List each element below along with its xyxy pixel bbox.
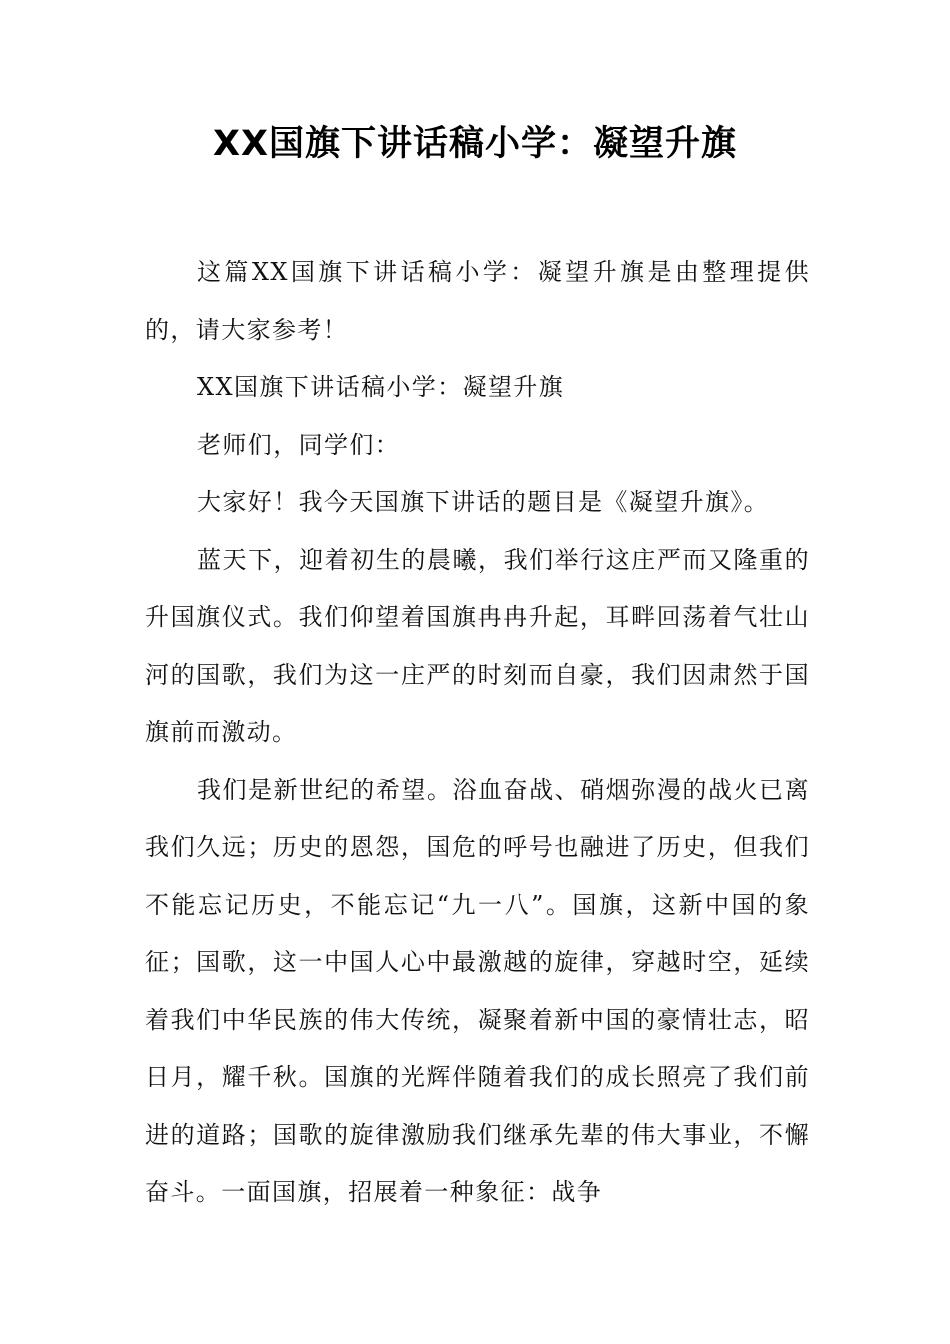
salutation-paragraph: 老师们，同学们： [197,430,401,459]
body-paragraph: 我们是新世纪的希望。浴血奋战、硝烟弥漫的战火已离我们久远；历史的恩怨，国危的呼号也融进了历史，但我们不能忘记历史，不能忘记“九一八”。国旗，这新中国的象征；国歌，这一中国人心中最激越的旋律，穿越时空，延续着我们中华民族的伟大传统，凝聚着新中国的豪情壮志，昭日月，耀千秋。国旗的光辉伴随着我们的成长照亮了我们前进的道路；国歌的旋律激励我们继承先辈的伟大事业，不懈奋斗。一面国旗，招展着一种象征：战争 [145,775,810,1206]
document-body [145,244,810,1222]
body-paragraph: 蓝天下，迎着初生的晨曦，我们举行这庄严而又隆重的升国旗仪式。我们仰望着国旗冉冉升起，耳畔回荡着气壮山河的国歌，我们为这一庄严的时刻而自豪，我们因肃然于国旗前而激动。 [145,545,810,746]
document-title: XX国旗下讲话稿小学：凝望升旗 [213,124,737,164]
intro-paragraph: 这篇XX国旗下讲话稿小学：凝望升旗是由整理提供的，请大家参考！ [145,258,810,344]
subtitle-paragraph: XX国旗下讲话稿小学：凝望升旗 [197,373,565,401]
greeting-paragraph: 大家好！我今天国旗下讲话的题目是《凝望升旗》。 [197,488,770,516]
